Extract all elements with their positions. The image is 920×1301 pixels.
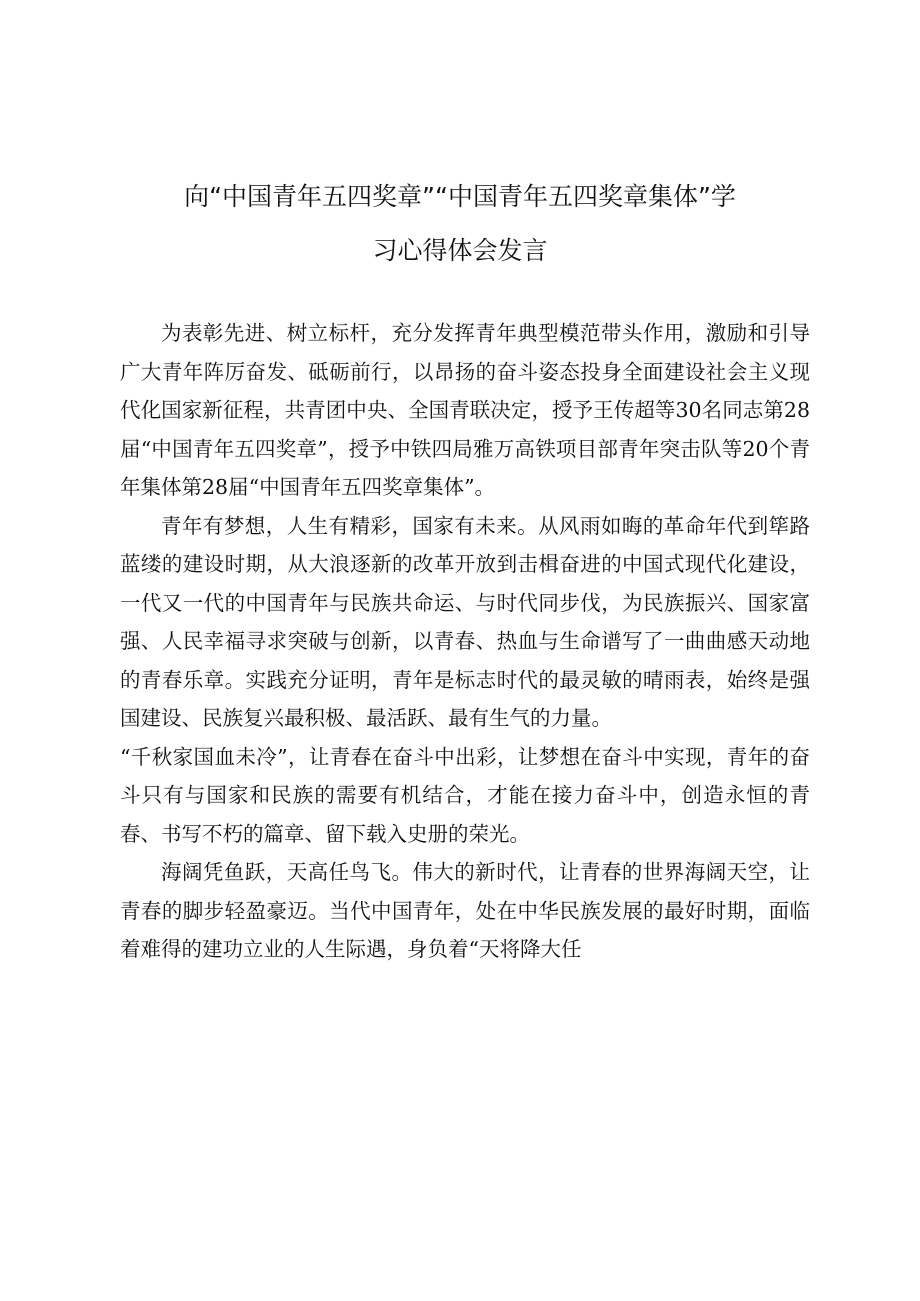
paragraph-4: 海阔凭鱼跃，天高任鸟飞。伟大的新时代，让青春的世界海阔天空，让青春的脚步轻盈豪迈。当代中国青年，处在中华民族发展的最好时期，面临着难得的建功立业的人生际遇，身负着“天将降大任 [120,860,810,961]
paragraph-3: “千秋家国血未冷”，让青春在奋斗中出彩，让梦想在奋斗中实现，青年的奋斗只有与国家和民族的需要有机结合，才能在接力奋斗中，创造永恒的青春、书写不朽的篇章、留下载入史册的荣光。 [120,744,810,846]
title-line-2: 习心得体会发言 [372,236,548,265]
document-body [120,314,810,969]
paragraph-2: 青年有梦想，人生有精彩，国家有未来。从风雨如晦的革命年代到筚路蓝缕的建设时期，从大浪逐新的改革开放到击楫奋进的中国式现代化建设，一代又一代的中国青年与民族共命运、与时代同步伐，为民族振兴、国家富强、人民幸福寻求突破与创新，以青春、热血与生命谱写了一曲曲感天动地的青春乐章。实践充分证明，青年是标志时代的最灵敏的晴雨表，始终是强国建设、民族复兴最积极、最活跃、最有生气的力量。 [120,513,810,730]
document-title [110,170,810,278]
title-line-1: 向“中国青年五四奖章”“中国青年五四奖章集体”学 [184,182,736,211]
paragraph-1: 为表彰先进、树立标杆，充分发挥青年典型模范带头作用，激励和引导广大青年阵厉奋发、砥砺前行，以昂扬的奋斗姿态投身全面建设社会主义现代化国家新征程，共青团中央、全国青联决定，授予王传超等30名同志第28届“中国青年五四奖章”，授予中铁四局雅万高铁项目部青年突击队等20个青年集体第28届“中国青年五四奖章集体”。 [120,321,810,499]
